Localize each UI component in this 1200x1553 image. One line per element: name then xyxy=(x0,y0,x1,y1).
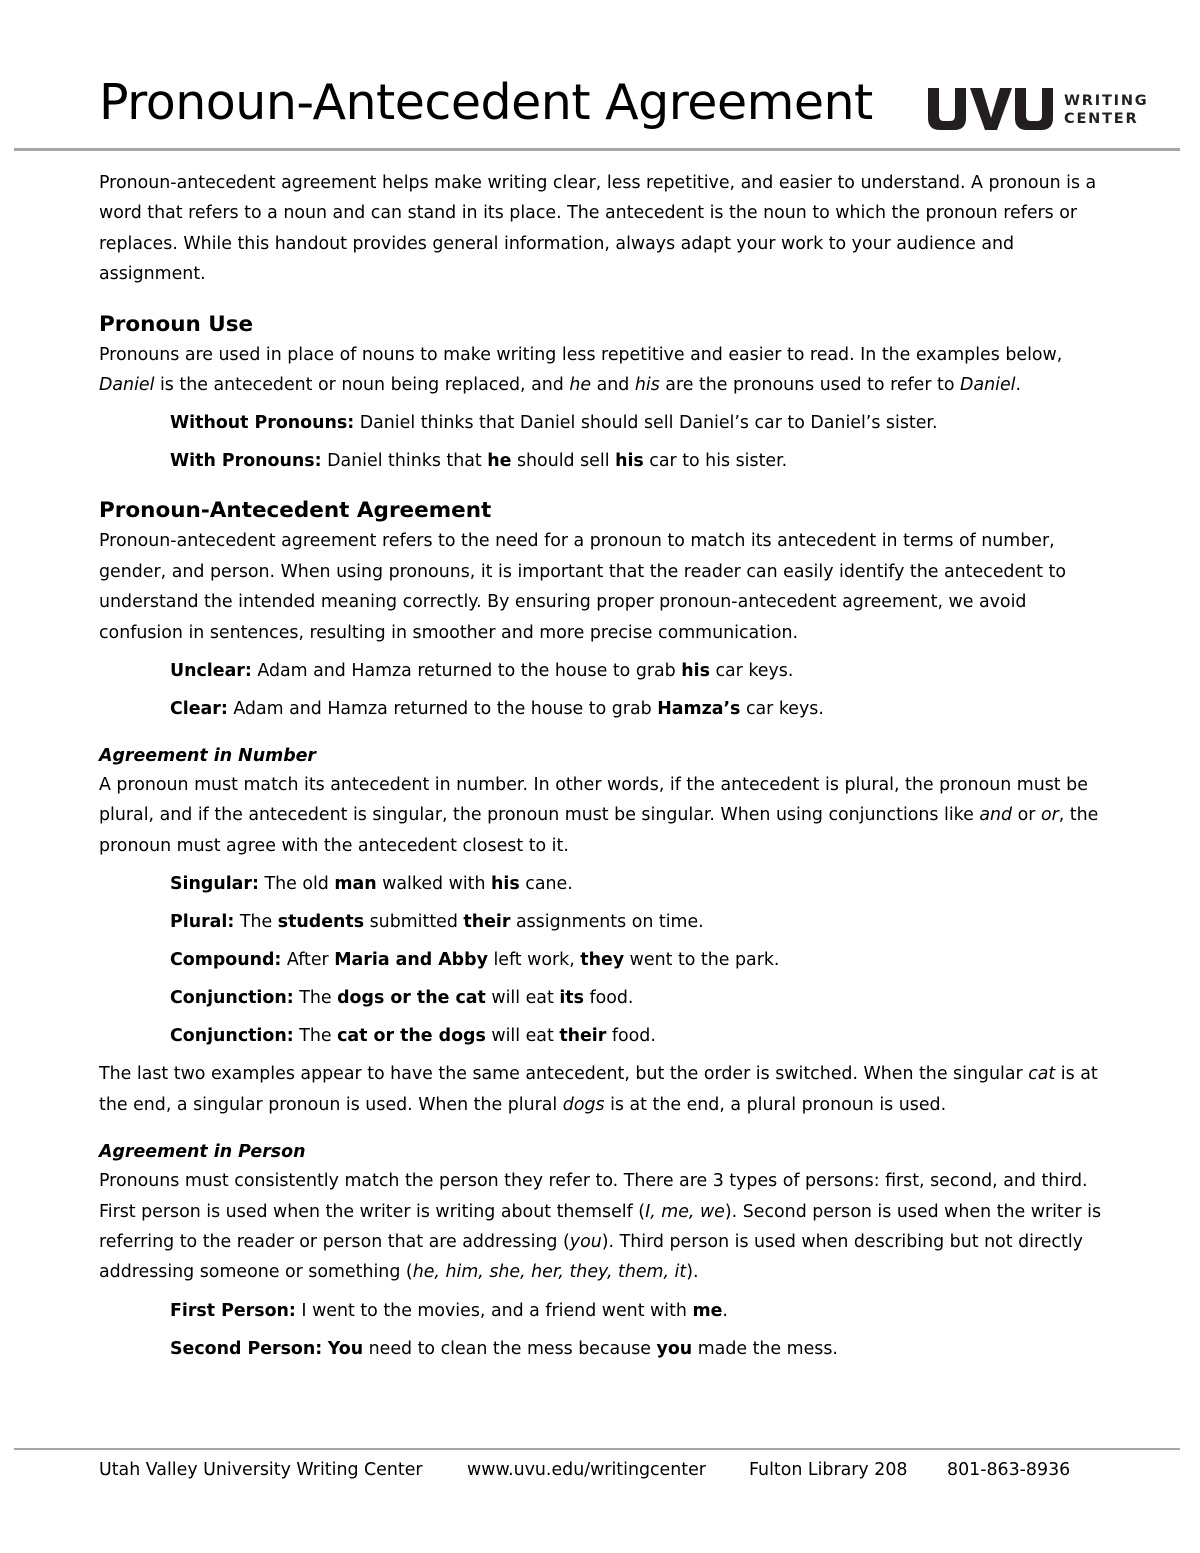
example-unclear: Unclear: Adam and Hamza returned to the house to grab his car keys. xyxy=(170,661,794,682)
agreement-paragraph: Pronoun-antecedent agreement refers to the need for a pronoun to match its antecedent in terms of number, gender, and person. When using pronouns, it is important that the reader can easily identify the antecedent to understand the intended meaning correctly. By ensuring proper pronoun-antecedent agreement, we avoid confusion in sentences, resulting in smoother and more precise communication. xyxy=(99,531,1066,643)
footer-phone: 801-863-8936 xyxy=(947,1460,1071,1480)
header-divider xyxy=(14,148,1180,151)
footer-location: Fulton Library 208 xyxy=(749,1460,908,1480)
example-compound: Compound: After Maria and Abby left work, they went to the park. xyxy=(170,950,780,971)
subheading-agreement-in-person: Agreement in Person xyxy=(99,1142,306,1163)
person-paragraph: Pronouns must consistently match the person they refer to. There are 3 types of persons: first, second, and third. First person is used when the writer is writing about themself (I, me, we). Second person is used when the writer is referring to the reader or person that are addressing (you). Third person is used when describing but not directly addressing someone or something (he, him, she, her, they, them, it). xyxy=(99,1171,1102,1283)
footer-org: Utah Valley University Writing Center xyxy=(99,1460,423,1480)
example-plural: Plural: The students submitted their assignments on time. xyxy=(170,912,704,933)
example-without-pronouns: Without Pronouns: Daniel thinks that Daniel should sell Daniel’s car to Daniel’s sister. xyxy=(170,413,938,434)
example-conjunction-1: Conjunction: The dogs or the cat will eat its food. xyxy=(170,988,634,1009)
logo-line-center: CENTER xyxy=(1064,110,1139,127)
number-followup-paragraph: The last two examples appear to have the same antecedent, but the order is switched. When the singular cat is at the end, a singular pronoun is used. When the plural dogs is at the end, a plural pronoun is used. xyxy=(99,1064,1098,1115)
subheading-agreement-in-number: Agreement in Number xyxy=(99,746,317,767)
section-heading-agreement: Pronoun-Antecedent Agreement xyxy=(99,498,492,524)
example-conjunction-2: Conjunction: The cat or the dogs will eat their food. xyxy=(170,1026,656,1047)
number-paragraph: A pronoun must match its antecedent in number. In other words, if the antecedent is plural, the pronoun must be plural, and if the antecedent is singular, the pronoun must be singular. When using conjunctions like and or or, the pronoun must agree with the antecedent closest to it. xyxy=(99,775,1099,856)
example-singular: Singular: The old man walked with his cane. xyxy=(170,874,573,895)
example-clear: Clear: Adam and Hamza returned to the house to grab Hamza’s car keys. xyxy=(170,699,824,720)
logo-line-writing: WRITING xyxy=(1064,93,1149,109)
example-second-person: Second Person: You need to clean the mess because you made the mess. xyxy=(170,1338,838,1359)
example-first-person: First Person: I went to the movies, and a friend went with me. xyxy=(170,1300,728,1321)
page-title: Pronoun-Antecedent Agreement xyxy=(99,74,873,131)
intro-paragraph: Pronoun-antecedent agreement helps make writing clear, less repetitive, and easier to understand. A pronoun is a word that refers to a noun and can stand in its place. The antecedent is the noun to which the pronoun refers or replaces. While this handout provides general information, always adapt your work to your audience and assignment. xyxy=(99,173,1097,285)
section-heading-pronoun-use: Pronoun Use xyxy=(99,311,254,337)
example-with-pronouns: With Pronouns: Daniel thinks that he should sell his car to his sister. xyxy=(170,451,788,472)
pronoun-use-paragraph: Pronouns are used in place of nouns to make writing less repetitive and easier to read. In the examples below, Daniel is the antecedent or noun being replaced, and he and his are the pronouns used to refer to Daniel. xyxy=(99,344,1063,396)
footer-url[interactable]: www.uvu.edu/writingcenter xyxy=(467,1460,706,1480)
uvu-writing-center-logo xyxy=(926,86,1148,132)
handout-body xyxy=(99,168,1114,1364)
uvu-logo-mark xyxy=(926,86,1058,132)
footer-divider xyxy=(14,1448,1180,1450)
logo-wordmark xyxy=(1064,93,1148,128)
